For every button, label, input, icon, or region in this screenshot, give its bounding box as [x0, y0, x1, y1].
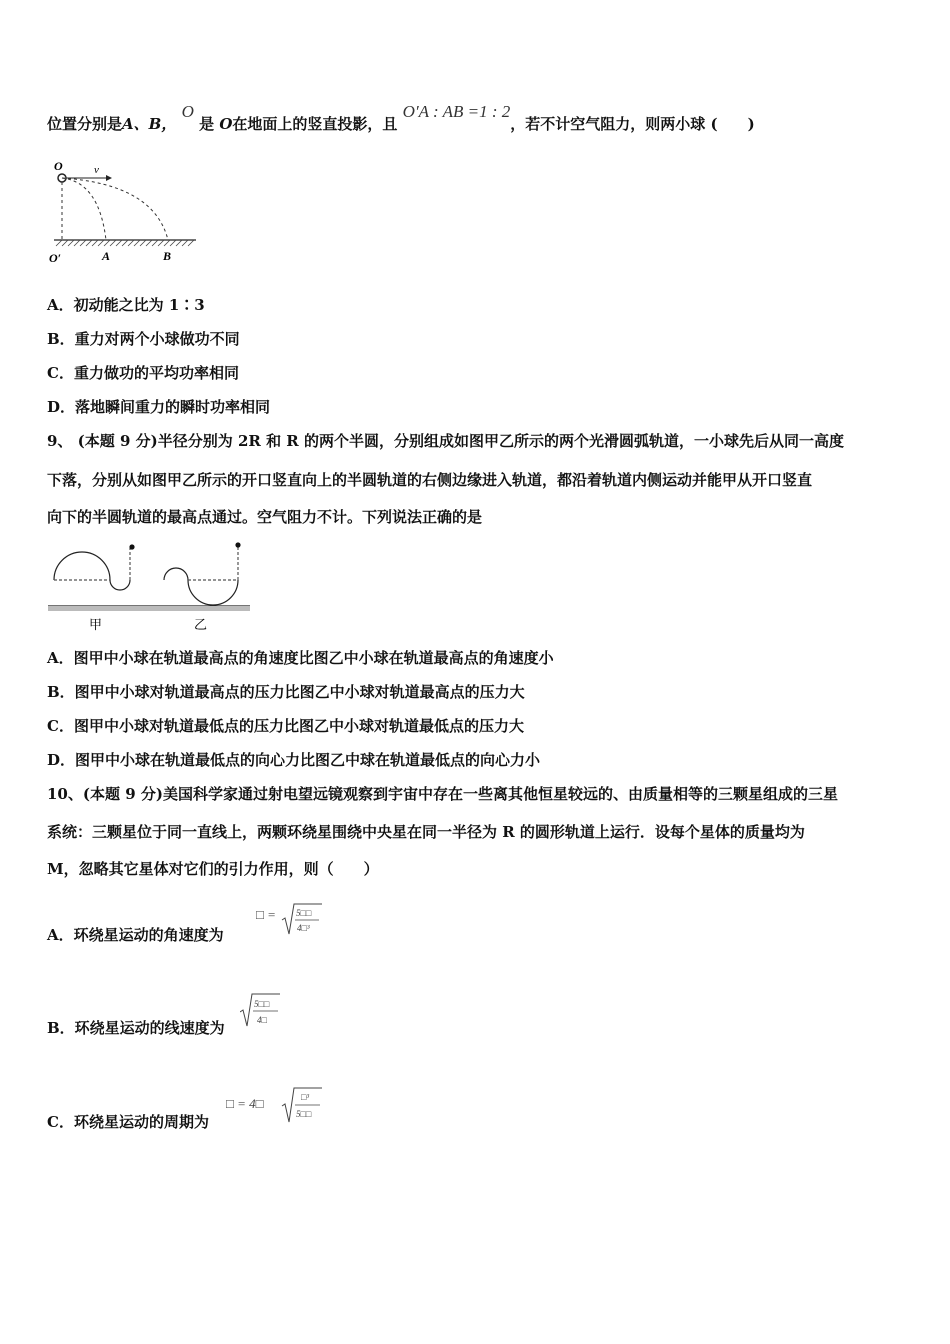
formula-a: [256, 898, 326, 942]
q10-stem-line-2: 系统：三颗星位于同一直线上，两颗环绕星围绕中央星在同一半径为 R 的圆形轨道上运行．设每个星体的质量均为: [47, 823, 805, 841]
fig-label-jia: 甲: [89, 617, 103, 632]
formula-b: [240, 990, 284, 1034]
q8-ratio-formula: O′A : AB =1 : 2: [402, 102, 511, 121]
trajectory-b: [62, 178, 168, 240]
q8-stem-line: [47, 102, 755, 134]
q9-option-b: B．图甲中小球对轨道最高点的压力比图乙中小球对轨道最高点的压力大: [47, 683, 525, 701]
q8-text-ab: A、B，: [122, 115, 177, 133]
yi-lower-arc: [188, 580, 238, 605]
formula-a-lhs: □ =: [256, 907, 276, 922]
q9-option-c: C．图甲中小球对轨道最低点的压力比图乙中小球对轨道最低点的压力大: [47, 717, 524, 735]
formula-a-num: 5□□: [296, 908, 312, 918]
formula-b-num: 5□□: [254, 999, 270, 1009]
jia-upper-arc: [54, 552, 110, 580]
fig-label-a: A: [102, 249, 111, 263]
track-ground-shade: [48, 606, 250, 611]
q8-text-d: ，若不计空气阻力，则两小球 ( ): [510, 115, 755, 133]
q10-option-c-text: C．环绕星运动的周期为: [47, 1113, 209, 1131]
jia-ball-icon: [129, 544, 134, 549]
fig-label-o-prime: O′: [49, 251, 62, 265]
q8-option-a: A．初动能之比为 1∶3: [47, 296, 205, 314]
q10-option-c: [47, 1112, 209, 1132]
q10-option-a: [47, 925, 224, 945]
q10-stem-line-1: 10、(本题 9 分)美国科学家通过射电望远镜观察到宇宙中存在一些离其他恒星较远的、由质量相等的三颗星组成的三星: [47, 785, 838, 803]
yi-upper-arc: [164, 568, 188, 580]
yi-ball-icon: [235, 542, 240, 547]
q8-option-d: D．落地瞬间重力的瞬时功率相同: [47, 398, 271, 416]
q9-stem-line-1: 9、 (本题 9 分)半径分别为 2R 和 R 的两个半圆，分别组成如图甲乙所示的两个光滑圆弧轨道，一小球先后从同一高度: [47, 432, 844, 450]
arrow-head-icon: [106, 175, 112, 181]
formula-c-den: 5□□: [296, 1109, 312, 1119]
q9-stem-line-3: 向下的半圆轨道的最高点通过。空气阻力不计。下列说法正确的是: [47, 508, 483, 526]
q8-text-o2: O: [219, 115, 233, 133]
q9-track-figure: [46, 538, 256, 634]
formula-c-num: □³: [301, 1092, 310, 1102]
q10-stem-line-3: M，忽略其它星体对它们的引力作用，则（ ）: [47, 860, 379, 878]
q8-option-b: B．重力对两个小球做功不同: [47, 330, 240, 348]
fig-label-yi: 乙: [194, 617, 208, 632]
q8-projectile-figure: [44, 152, 204, 270]
q8-text-c: 在地面上的竖直投影，且: [232, 115, 398, 133]
fig-label-v: v: [94, 164, 99, 176]
formula-c-lhs: □ = 4□: [226, 1096, 264, 1111]
q9-stem-line-2: 下落，分别从如图甲乙所示的开口竖直向上的半圆轨道的右侧边缘进入轨道，都沿着轨道内侧运动并能甲从开口竖直: [47, 471, 813, 489]
formula-a-den: 4□³: [297, 923, 310, 933]
ground-hatching: [56, 240, 194, 246]
formula-b-den: 4□: [257, 1015, 267, 1025]
q10-option-b: [47, 1018, 225, 1038]
jia-lower-arc: [110, 580, 130, 590]
q9-option-a: A．图甲中小球在轨道最高点的角速度比图乙中小球在轨道最高点的角速度小: [47, 649, 554, 667]
formula-c: [226, 1082, 326, 1126]
fig-label-b: B: [163, 249, 172, 263]
q8-option-c: C．重力做功的平均功率相同: [47, 364, 239, 382]
trajectory-a: [62, 178, 106, 240]
q10-option-a-text: A．环绕星运动的角速度为: [47, 926, 224, 944]
q9-option-d: D．图甲中小球在轨道最低点的向心力比图乙中球在轨道最低点的向心力小: [47, 751, 541, 769]
q10-option-b-text: B．环绕星运动的线速度为: [47, 1019, 225, 1037]
q8-text-b: 是: [199, 115, 215, 133]
q8-text-a: 位置分别是: [47, 115, 123, 133]
q8-o-symbol: O: [181, 102, 194, 121]
fig-label-o: O: [54, 159, 63, 173]
